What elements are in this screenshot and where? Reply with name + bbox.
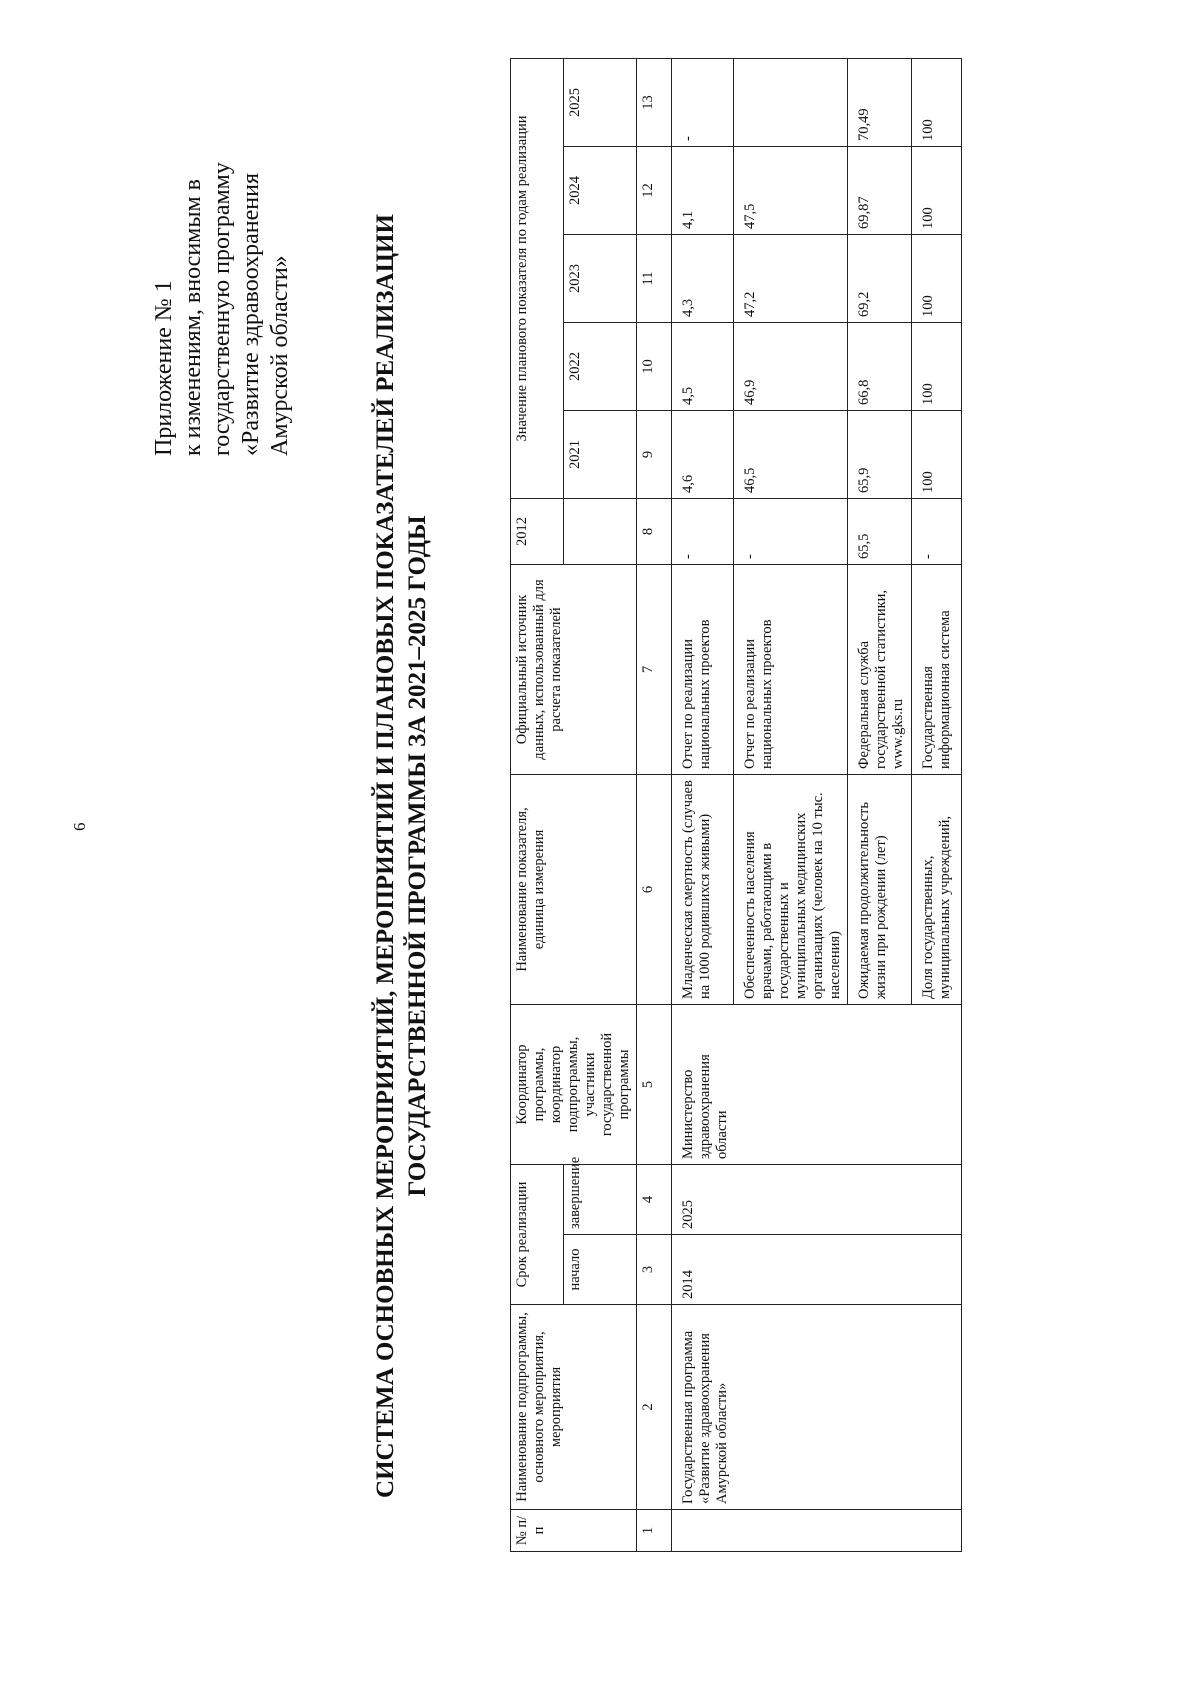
base-value: - bbox=[912, 499, 962, 565]
header-end: завершение bbox=[564, 1165, 637, 1235]
base-value: - bbox=[734, 499, 848, 565]
year-value: 69,87 bbox=[848, 147, 912, 235]
header-term: Срок реализации bbox=[511, 1165, 564, 1305]
header-indicator: Наименование показателя, единица измерения bbox=[511, 775, 637, 1005]
year-value: - bbox=[672, 58, 734, 146]
column-numbers-row bbox=[637, 58, 672, 1551]
header-year: 2022 bbox=[564, 323, 637, 411]
year-value: 66,8 bbox=[848, 323, 912, 411]
base-value: 65,5 bbox=[848, 499, 912, 565]
header-source: Официальный источник данных, использованный для расчета показателей bbox=[511, 565, 637, 775]
header-base-empty bbox=[564, 499, 637, 565]
header-num: № п/п bbox=[511, 1510, 637, 1552]
year-value: 4,6 bbox=[672, 411, 734, 499]
title-line: ГОСУДАРСТВЕННОЙ ПРОГРАММЫ ЗА 2021–2025 ГОДЫ bbox=[404, 515, 431, 1197]
indicator-name: Доля государственных, муниципальных учреждений, bbox=[912, 775, 962, 1005]
program-end: 2025 bbox=[672, 1165, 962, 1235]
year-value: 4,1 bbox=[672, 147, 734, 235]
document-title bbox=[370, 156, 434, 1556]
program-coordinator: Министерство здравоохранения области bbox=[672, 1005, 962, 1165]
year-value: 65,9 bbox=[848, 411, 912, 499]
header-base-year: 2012 bbox=[511, 499, 564, 565]
year-value bbox=[734, 58, 848, 146]
year-value: 46,5 bbox=[734, 411, 848, 499]
header-year: 2023 bbox=[564, 235, 637, 323]
column-number: 12 bbox=[637, 147, 672, 235]
year-value: 69,2 bbox=[848, 235, 912, 323]
year-value: 100 bbox=[912, 58, 962, 146]
appendix-line: «Развитие здравоохранения bbox=[238, 173, 264, 456]
indicator-source: Отчет по реализации национальных проектов bbox=[734, 565, 848, 775]
indicator-name: Обеспеченность населения врачами, работающими в государственных и муниципальных медицинских организациях (человек на 10 тыс. населения) bbox=[734, 775, 848, 1005]
column-number: 6 bbox=[637, 775, 672, 1005]
page-number: 6 bbox=[70, 822, 89, 831]
year-value: 100 bbox=[912, 147, 962, 235]
column-number: 1 bbox=[637, 1510, 672, 1552]
column-number: 8 bbox=[637, 499, 672, 565]
column-number: 9 bbox=[637, 411, 672, 499]
indicator-source: Отчет по реализации национальных проектов bbox=[672, 565, 734, 775]
year-value: 4,3 bbox=[672, 235, 734, 323]
title-line: СИСТЕМА ОСНОВНЫХ МЕРОПРИЯТИЙ, МЕРОПРИЯТИЙ И ПЛАНОВЫХ ПОКАЗАТЕЛЕЙ РЕАЛИЗАЦИИ bbox=[372, 214, 399, 1498]
column-number: 13 bbox=[637, 58, 672, 146]
column-number: 3 bbox=[637, 1235, 672, 1305]
header-name: Наименование подпрограммы, основного мероприятия, мероприятия bbox=[511, 1305, 637, 1510]
indicators-table bbox=[510, 58, 962, 1552]
header-year: 2025 bbox=[564, 58, 637, 146]
column-number: 11 bbox=[637, 235, 672, 323]
year-value: 100 bbox=[912, 411, 962, 499]
header-coordinator: Координатор программы, координатор подпрограммы, участники государственной программы bbox=[511, 1005, 637, 1165]
year-value: 4,5 bbox=[672, 323, 734, 411]
appendix-note bbox=[150, 162, 295, 456]
table-row bbox=[672, 58, 734, 1551]
indicator-source: Государственная информационная система bbox=[912, 565, 962, 775]
column-number: 10 bbox=[637, 323, 672, 411]
program-start: 2014 bbox=[672, 1235, 962, 1305]
base-value: - bbox=[672, 499, 734, 565]
column-number: 7 bbox=[637, 565, 672, 775]
appendix-line: Амурской области» bbox=[267, 255, 293, 456]
header-plan: Значение планового показателя по годам реализации bbox=[511, 58, 564, 498]
year-value: 47,2 bbox=[734, 235, 848, 323]
year-value: 70,49 bbox=[848, 58, 912, 146]
indicator-name: Ожидаемая продолжительность жизни при рождении (лет) bbox=[848, 775, 912, 1005]
appendix-line: Приложение № 1 bbox=[151, 280, 177, 456]
column-number: 2 bbox=[637, 1305, 672, 1510]
indicator-name: Младенческая смертность (случаев на 1000 родившихся живыми) bbox=[672, 775, 734, 1005]
indicator-source: Федеральная служба государственной статистики, www.gks.ru bbox=[848, 565, 912, 775]
program-name: Государственная программа «Развитие здравоохранения Амурской области» bbox=[672, 1305, 962, 1510]
appendix-line: государственную программу bbox=[209, 162, 235, 456]
year-value: 100 bbox=[912, 235, 962, 323]
header-year: 2021 bbox=[564, 411, 637, 499]
year-value: 100 bbox=[912, 323, 962, 411]
column-number: 5 bbox=[637, 1005, 672, 1165]
header-year: 2024 bbox=[564, 147, 637, 235]
appendix-line: к изменениям, вносимым в bbox=[180, 179, 206, 456]
header-start: начало bbox=[564, 1235, 637, 1305]
row-num bbox=[672, 1510, 962, 1552]
year-value: 46,9 bbox=[734, 323, 848, 411]
column-number: 4 bbox=[637, 1165, 672, 1235]
year-value: 47,5 bbox=[734, 147, 848, 235]
